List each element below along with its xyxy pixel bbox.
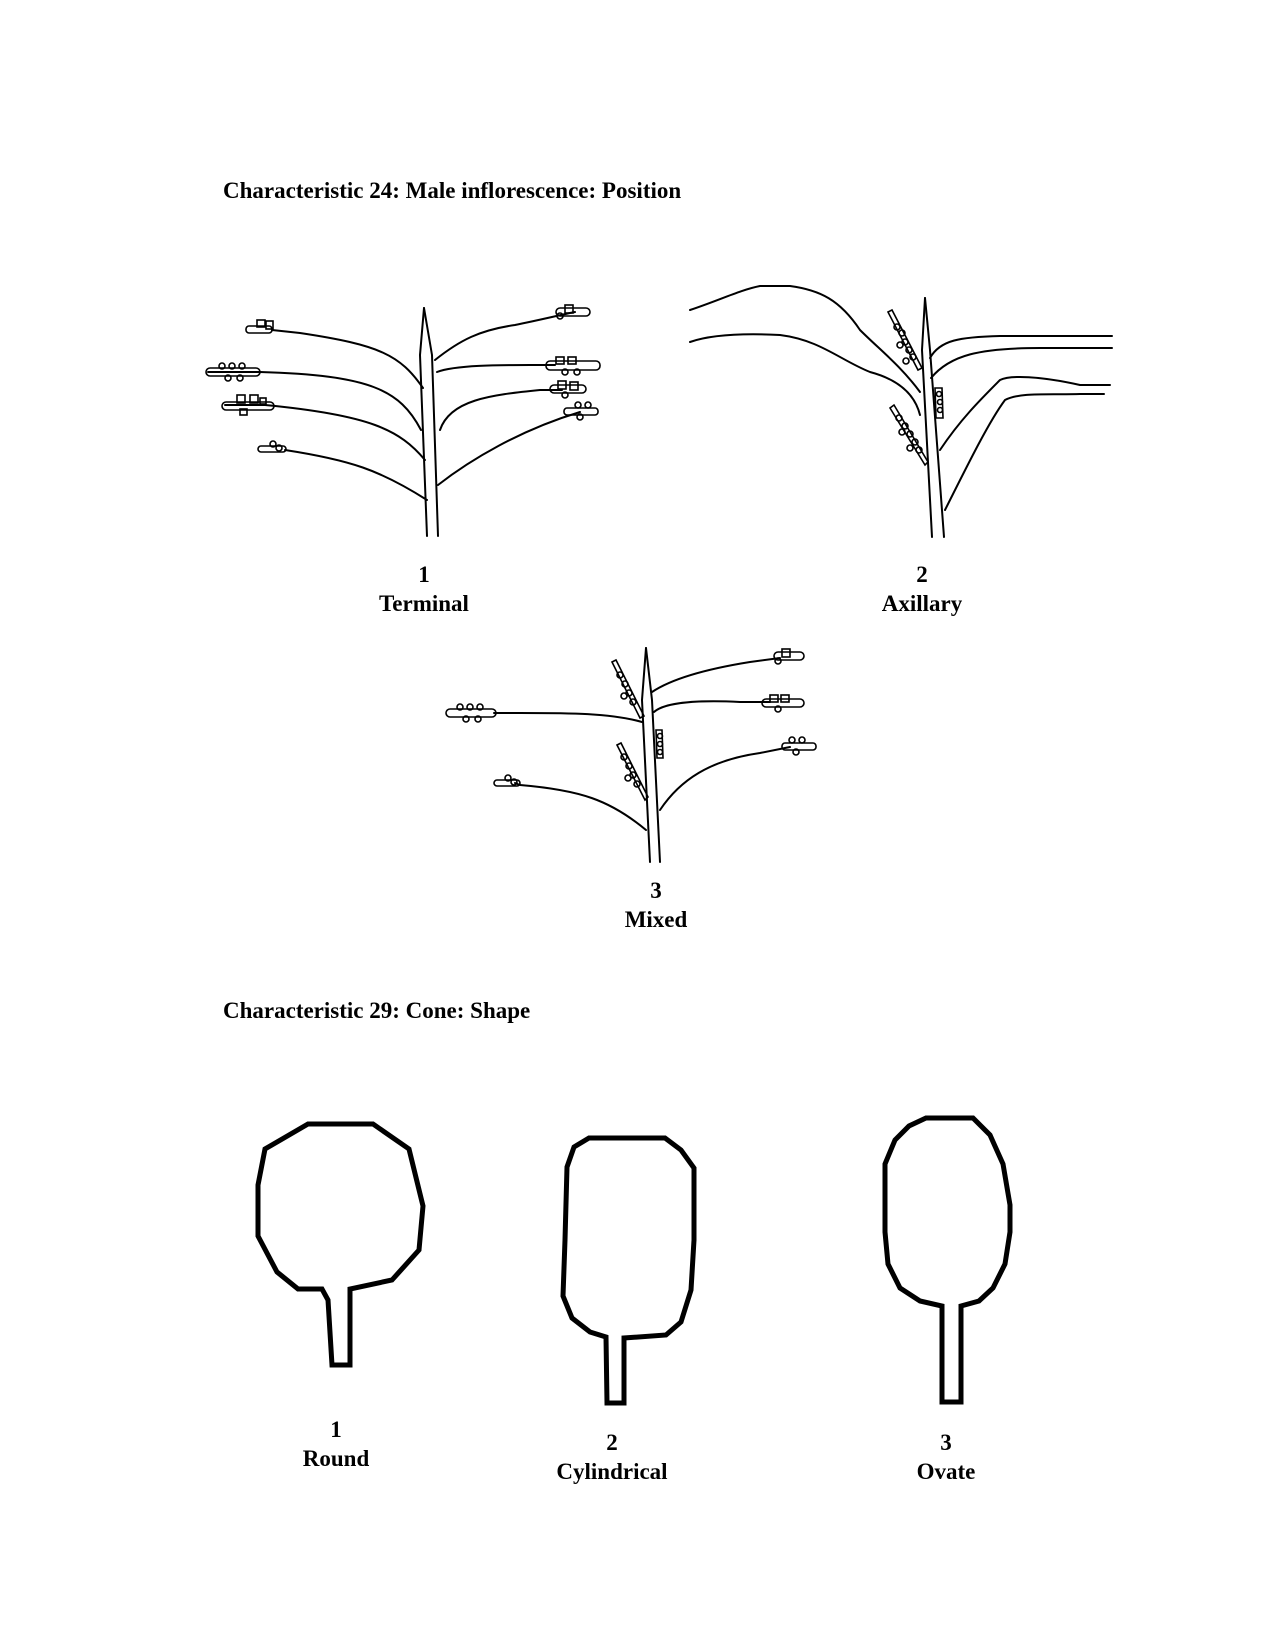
- figure-number: 1: [330, 1417, 342, 1442]
- axillary-inflorescence-illustration: [690, 280, 1120, 540]
- figure-mixed-caption: [556, 876, 756, 934]
- figure-label: Round: [302, 1446, 370, 1471]
- cylindrical-cone-illustration: [550, 1125, 710, 1420]
- figure-label: Ovate: [916, 1459, 976, 1484]
- heading-characteristic-29: Characteristic 29: Cone: Shape: [223, 998, 531, 1023]
- terminal-inflorescence-illustration: [195, 300, 615, 540]
- figure-number: 1: [418, 562, 430, 587]
- figure-cylindrical-caption: [512, 1428, 712, 1486]
- figure-axillary-caption: [822, 560, 1022, 618]
- figure-label: Terminal: [379, 591, 469, 616]
- figure-number: 3: [940, 1430, 952, 1455]
- figure-round-caption: [236, 1415, 436, 1473]
- ovate-cone-illustration: [870, 1105, 1020, 1410]
- figure-label: Axillary: [881, 591, 963, 616]
- figure-number: 2: [606, 1430, 618, 1455]
- figure-number: 2: [916, 562, 928, 587]
- figure-label: Cylindrical: [556, 1459, 668, 1484]
- figure-ovate-caption: [846, 1428, 1046, 1486]
- figure-terminal-caption: [324, 560, 524, 618]
- figure-label: Mixed: [624, 907, 688, 932]
- round-cone-illustration: [240, 1105, 440, 1385]
- heading-characteristic-24: Characteristic 24: Male inflorescence: Position: [223, 178, 682, 203]
- mixed-inflorescence-illustration: [440, 640, 830, 865]
- figure-number: 3: [650, 878, 662, 903]
